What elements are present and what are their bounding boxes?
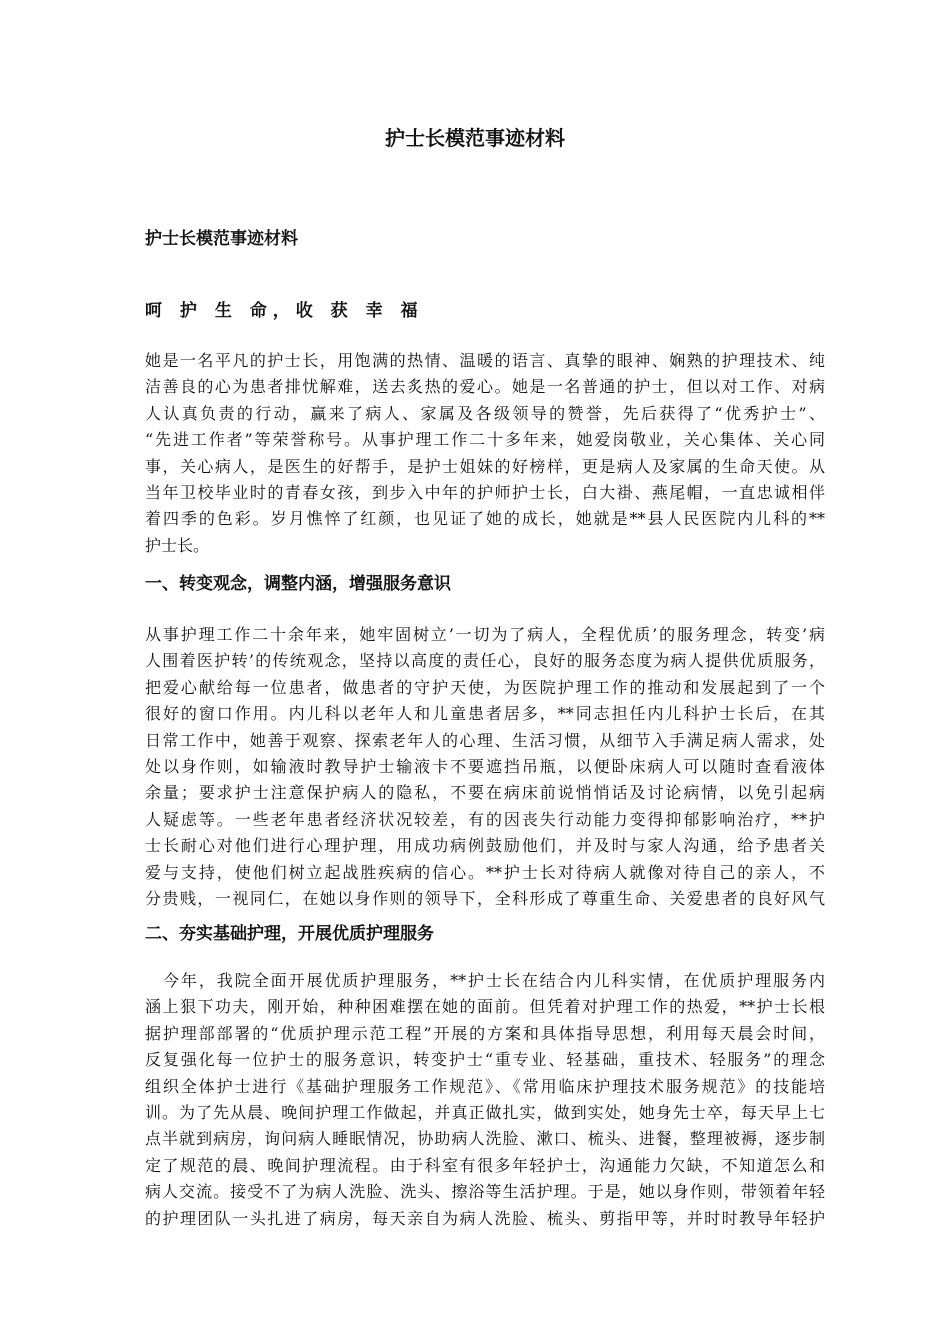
paragraph-line: 定了规范的晨、晚间护理流程。由于科室有很多年轻护士，沟通能力欠缺，不知道怎么和 [145, 1155, 825, 1175]
paragraph-line: 她是一名平凡的护士长，用饱满的热情、温暖的语言、真挚的眼神、娴熟的护理技术、纯 [145, 351, 825, 370]
paragraph-line: 人疑虑等。一些老年患者经济状况较差，有的因丧失行动能力变得抑郁影响治疗，**护 [145, 809, 825, 829]
section-2-paragraph [145, 968, 825, 1232]
paragraph-line: 着四季的色彩。岁月憔悴了红颜，也见证了她的成长，她就是**县人民医院内儿科的** [145, 509, 825, 529]
paragraph-line: 当年卫校毕业时的青春女孩，到步入中年的护师护士长，白大褂、燕尾帽，一直忠诚相伴 [145, 483, 825, 503]
paragraph-line: 很好的窗口作用。内儿科以老年人和儿童患者居多，**同志担任内儿科护士长后，在其 [145, 704, 825, 724]
document-subtitle: 护士长模范事迹材料 [145, 229, 298, 249]
paragraph-line: 据护理部部署的“优质护理示范工程”开展的方案和具体指导思想，利用每天晨会时间， [145, 1023, 825, 1043]
paragraph-line: 把爱心献给每一位患者，做患者的守护天使，为医院护理工作的推动和发展起到了一个 [145, 677, 825, 697]
document-title: 护士长模范事迹材料 [385, 126, 565, 150]
paragraph-line: 人围着医护转’的传统观念，坚持以高度的责任心，良好的服务态度为病人提供优质服务， [145, 651, 825, 671]
paragraph-line: 士长耐心对他们进行心理护理，用成功病例鼓励他们，并及时与家人沟通，给予患者关 [145, 836, 825, 856]
paragraph-line: 从事护理工作二十余年来，她牢固树立’一切为了病人，全程优质’的服务理念，转变’病 [145, 625, 825, 644]
section-2-heading: 二、夯实基础护理，开展优质护理服务 [145, 924, 434, 944]
motto-heading: 呵 护 生 命，收 获 幸 福 [145, 301, 424, 321]
paragraph-line: 日常工作中，她善于观察、探索老年人的心理、生活习惯，从细节入手满足病人需求，处 [145, 730, 825, 750]
paragraph-line: 训。为了先从晨、晚间护理工作做起，并真正做扎实，做到实处，她身先士卒，每天早上七 [145, 1103, 825, 1123]
paragraph-line: 爱与支持，使他们树立起战胜疾病的信心。**护士长对待病人就像对待自己的亲人，不 [145, 862, 825, 882]
paragraph-line: 组织全体护士进行《基础护理服务工作规范》、《常用临床护理技术服务规范》的技能培 [145, 1076, 825, 1096]
paragraph-line: 涵上狠下功夫，刚开始，种种困难摆在她的面前。但凭着对护理工作的热爱，**护士长根 [145, 997, 825, 1017]
paragraph-line: 分贵贱，一视同仁，在她以身作则的领导下，全科形成了尊重生命、关爱患者的良好风气 [145, 889, 825, 909]
paragraph-line: 人认真负责的行动，赢来了病人、家属及各级领导的赞誉，先后获得了“优秀护士”、 [145, 403, 825, 423]
paragraph-line: 点半就到病房，询问病人睡眠情况，协助病人洗脸、漱口、梳头、进餐，整理被褥，逐步制 [145, 1129, 825, 1149]
paragraph-line: 余量；要求护士注意保护病人的隐私，不要在病床前说悄悄话及讨论病情，以免引起病 [145, 783, 825, 803]
section-1-paragraph [145, 622, 825, 912]
paragraph-line: 病人交流。接受不了为病人洗脸、洗头、擦浴等生活护理。于是，她以身作则，带领着年轻 [145, 1182, 825, 1202]
paragraph-line: 反复强化每一位护士的服务意识，转变护士“重专业、轻基础，重技术、轻服务”的理念 [145, 1050, 825, 1070]
intro-paragraph [145, 348, 825, 559]
paragraph-line: 洁善良的心为患者排忧解难，送去炙热的爱心。她是一名普通的护士，但以对工作、对病 [145, 377, 825, 397]
paragraph-line: “先进工作者”等荣誉称号。从事护理工作二十多年来，她爱岗敬业，关心集体、关心同 [145, 430, 825, 450]
paragraph-line: 今年，我院全面开展优质护理服务，**护士长在结合内儿科实情，在优质护理服务内 [145, 971, 825, 990]
paragraph-line: 处以身作则，如输液时教导护士输液卡不要遮挡吊瓶，以便卧床病人可以随时查看液体 [145, 757, 825, 777]
paragraph-line: 护士长。 [145, 535, 210, 555]
paragraph-line: 的护理团队一头扎进了病房，每天亲自为病人洗脸、梳头、剪指甲等，并时时教导年轻护 [145, 1208, 825, 1228]
paragraph-line: 事，关心病人，是医生的好帮手，是护士姐妹的好榜样，更是病人及家属的生命天使。从 [145, 456, 825, 476]
section-1-heading: 一、转变观念，调整内涵，增强服务意识 [145, 574, 451, 594]
